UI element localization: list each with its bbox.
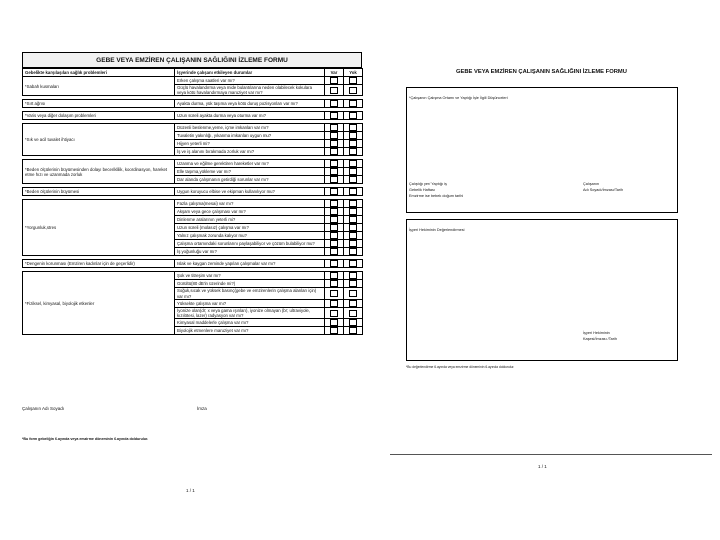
no-checkbox[interactable] <box>349 290 357 297</box>
yes-checkbox-cell <box>325 299 344 307</box>
monitoring-form-table <box>22 68 363 338</box>
problem-cell: *Sırt ağrısı <box>23 100 175 108</box>
yes-checkbox[interactable] <box>330 232 338 239</box>
yes-checkbox-cell <box>325 124 344 132</box>
yes-checkbox-cell <box>325 248 344 256</box>
condition-cell: Çalışma ortamındaki sorunlarını paylaşabiliyor ve çözüm bulabiliyor mu? <box>175 240 325 248</box>
yes-checkbox[interactable] <box>330 260 338 267</box>
condition-cell: Şok ve titreşim var mı? <box>175 272 325 280</box>
yes-checkbox-cell <box>325 288 344 299</box>
condition-cell: Kimyasal maddelerle çalışma var mı? <box>175 319 325 327</box>
yes-checkbox-cell <box>325 319 344 327</box>
no-checkbox-cell <box>344 307 363 318</box>
no-checkbox[interactable] <box>349 148 357 155</box>
table-row <box>23 160 363 168</box>
signature-label: İmza <box>197 406 207 411</box>
table-row <box>23 272 363 280</box>
no-checkbox[interactable] <box>349 319 357 326</box>
yes-checkbox-cell <box>325 208 344 216</box>
yes-checkbox[interactable] <box>330 168 338 175</box>
yes-checkbox[interactable] <box>330 248 338 255</box>
no-checkbox[interactable] <box>349 112 357 119</box>
condition-cell: Düzenli beslenme,yeme, içme imkanları var mı? <box>175 124 325 132</box>
header-yes: Var <box>325 69 344 77</box>
yes-checkbox[interactable] <box>330 112 338 119</box>
table-row <box>23 112 363 120</box>
yes-checkbox-cell <box>325 85 344 96</box>
no-checkbox-cell <box>344 299 363 307</box>
yes-checkbox[interactable] <box>330 280 338 287</box>
yes-checkbox[interactable] <box>330 290 338 297</box>
no-checkbox[interactable] <box>349 77 357 84</box>
table-row <box>23 100 363 108</box>
condition-cell: Erken çalışma saatleri var mı? <box>175 77 325 85</box>
no-checkbox[interactable] <box>349 124 357 131</box>
no-checkbox-cell <box>344 124 363 132</box>
condition-cell: İş yoğunluğu var mı? <box>175 248 325 256</box>
no-checkbox-cell <box>344 160 363 168</box>
no-checkbox-cell <box>344 208 363 216</box>
problem-cell: *Sık ve acil tuvalet ihtiyacı <box>23 124 175 156</box>
condition-cell: Hijyen yeterli mi? <box>175 140 325 148</box>
no-checkbox-cell <box>344 248 363 256</box>
table-row <box>23 77 363 85</box>
right-form-title: GEBE VEYA EMZİREN ÇALIŞANIN SAĞLIĞINI İZLEME FORMU <box>456 69 627 75</box>
table-row <box>23 188 363 196</box>
no-checkbox-cell <box>344 168 363 176</box>
yes-checkbox-cell <box>325 200 344 208</box>
form-title: GEBE VEYA EMZİREN ÇALIŞANIN SAĞLIĞINI İZLEME FORMU <box>22 52 362 68</box>
yes-checkbox[interactable] <box>330 300 338 307</box>
no-checkbox[interactable] <box>349 188 357 195</box>
pregnancy-week-label: Gebelik Haftası <box>409 188 435 192</box>
no-checkbox-cell <box>344 288 363 299</box>
yes-checkbox[interactable] <box>330 240 338 247</box>
yes-checkbox-cell <box>325 260 344 268</box>
condition-cell: Biyolojik etmenlere maruziyet var mı? <box>175 327 325 335</box>
spacer-row <box>23 335 363 339</box>
yes-checkbox-cell <box>325 100 344 108</box>
no-checkbox-cell <box>344 112 363 120</box>
workplace-label: Çalıştığı yer/ Yaptığı iş <box>409 182 447 186</box>
yes-checkbox-cell <box>325 77 344 85</box>
yes-checkbox[interactable] <box>330 327 338 334</box>
table-row <box>23 124 363 132</box>
left-page-number: 1 / 1 <box>186 488 195 493</box>
no-checkbox-cell <box>344 176 363 184</box>
yes-checkbox[interactable] <box>330 160 338 167</box>
no-checkbox[interactable] <box>349 260 357 267</box>
yes-checkbox-cell <box>325 272 344 280</box>
yes-checkbox[interactable] <box>330 216 338 223</box>
yes-checkbox-cell <box>325 148 344 156</box>
no-checkbox[interactable] <box>349 232 357 239</box>
yes-checkbox-cell <box>325 232 344 240</box>
no-checkbox[interactable] <box>349 240 357 247</box>
yes-checkbox[interactable] <box>330 100 338 107</box>
employee-opinion-box <box>406 87 678 213</box>
yes-checkbox[interactable] <box>330 208 338 215</box>
no-checkbox-cell <box>344 148 363 156</box>
condition-cell: Akşam veya gece çalışması var mı? <box>175 208 325 216</box>
condition-cell: Fazla çalışma(mesai) var mı? <box>175 200 325 208</box>
no-checkbox-cell <box>344 224 363 232</box>
employee-signature-label: Adı Soyadı/İmzası/Tarih <box>583 188 624 192</box>
yes-checkbox[interactable] <box>330 272 338 279</box>
no-checkbox-cell <box>344 327 363 335</box>
yes-checkbox[interactable] <box>330 200 338 207</box>
employee-opinion-heading: *Çalışanın Çalışma Ortamı ve Yaptığı İşle İlgili Düşünceleri <box>409 96 508 100</box>
no-checkbox[interactable] <box>349 160 357 167</box>
problem-cell: *Fiziksel, kimyasal, biyolojik etkenler <box>23 272 175 335</box>
no-checkbox-cell <box>344 85 363 96</box>
right-page-number: 1 / 1 <box>538 464 547 469</box>
no-checkbox[interactable] <box>349 87 357 94</box>
condition-cell: Uzun süreli (molasız) çalışma var mı? <box>175 224 325 232</box>
condition-cell: Güçlü havalandırma veya mide bulantılarına neden olabilecek kokulara veya kötü havalandırmaya maruziyet var mı? <box>175 85 325 96</box>
yes-checkbox-cell <box>325 168 344 176</box>
no-checkbox[interactable] <box>349 132 357 139</box>
yes-checkbox-cell <box>325 240 344 248</box>
baby-birthdate-label: Emzirme ise bebek doğum tarihi <box>409 194 464 198</box>
yes-checkbox-cell <box>325 188 344 196</box>
no-checkbox[interactable] <box>349 200 357 207</box>
condition-cell: İş ve iş alanını bırakmada zorluk var mı? <box>175 148 325 156</box>
physician-evaluation-box <box>406 219 678 361</box>
no-checkbox-cell <box>344 240 363 248</box>
yes-checkbox-cell <box>325 327 344 335</box>
no-checkbox[interactable] <box>349 140 357 147</box>
yes-checkbox[interactable] <box>330 124 338 131</box>
yes-checkbox[interactable] <box>330 87 338 94</box>
no-checkbox-cell <box>344 100 363 108</box>
left-footnote: *Bu form gebeliğin 6.ayında veya emzirme döneminin 6.ayında doldurulur. <box>22 437 149 441</box>
no-checkbox[interactable] <box>349 100 357 107</box>
no-checkbox-cell <box>344 188 363 196</box>
yes-checkbox-cell <box>325 216 344 224</box>
no-checkbox[interactable] <box>349 216 357 223</box>
physician-stamp-label: Kaşesi/İmzası /Tarih <box>583 337 617 341</box>
right-form-page <box>378 0 720 540</box>
yes-checkbox-cell <box>325 307 344 318</box>
physician-label: İşyeri Hekiminin <box>583 331 610 335</box>
condition-cell: Yalnız çalışmak zorunda kalıyor mu? <box>175 232 325 240</box>
condition-cell: Uzun süreli ayakta durma veya oturma var mı? <box>175 112 325 120</box>
no-checkbox-cell <box>344 140 363 148</box>
table-row <box>23 260 363 268</box>
problem-cell: *Dengenin korunması (Emziren kadınlar için de geçerlidir) <box>23 260 175 268</box>
yes-checkbox-cell <box>325 224 344 232</box>
no-checkbox[interactable] <box>349 168 357 175</box>
no-checkbox-cell <box>344 232 363 240</box>
problem-cell: *Sabah kusmaları <box>23 77 175 96</box>
yes-checkbox[interactable] <box>330 140 338 147</box>
no-checkbox-cell <box>344 200 363 208</box>
no-checkbox[interactable] <box>349 327 357 334</box>
condition-cell: Soğuk,sıcak ve yüksek basınç(gebe ve emzirenlerin çalışma alanları için) var mı? <box>175 288 325 299</box>
condition-cell: Islak ve kaygan zeminde yapılan çalışmalar var mı? <box>175 260 325 268</box>
no-checkbox[interactable] <box>349 310 357 317</box>
yes-checkbox[interactable] <box>330 188 338 195</box>
condition-cell: Dar alanda çalışmanın getirdiği sorunlar var mı? <box>175 176 325 184</box>
header-no: Yok <box>344 69 363 77</box>
yes-checkbox[interactable] <box>330 310 338 317</box>
condition-cell: Dinlenme aralarının yeterli mi? <box>175 216 325 224</box>
yes-checkbox[interactable] <box>330 224 338 231</box>
yes-checkbox-cell <box>325 132 344 140</box>
condition-cell: Uygun koruyucu elbise ve ekipman kullanılıyor mu? <box>175 188 325 196</box>
yes-checkbox[interactable] <box>330 176 338 183</box>
no-checkbox[interactable] <box>349 224 357 231</box>
page-divider-line <box>390 454 712 455</box>
yes-checkbox[interactable] <box>330 77 338 84</box>
yes-checkbox[interactable] <box>330 148 338 155</box>
problem-cell: *Beden ölçülerinin büyümesinden dolayı beceriklilik, koordinasyon, hareket etme hızı ve uzanmada zorluk <box>23 160 175 184</box>
yes-checkbox-cell <box>325 140 344 148</box>
condition-cell: Elle taşıma,yükleme var mı? <box>175 168 325 176</box>
no-checkbox-cell <box>344 132 363 140</box>
no-checkbox-cell <box>344 272 363 280</box>
table-header-row <box>23 69 363 77</box>
yes-checkbox-cell <box>325 112 344 120</box>
problem-cell: *Yorgunluk,stres <box>23 200 175 256</box>
yes-checkbox[interactable] <box>330 319 338 326</box>
condition-cell: Tuvaletin yakınlığı, yıkanma imkanları uygun mu? <box>175 132 325 140</box>
problem-cell: *Beden ölçülerinin büyümesi <box>23 188 175 196</box>
no-checkbox-cell <box>344 319 363 327</box>
no-checkbox-cell <box>344 77 363 85</box>
yes-checkbox-cell <box>325 160 344 168</box>
no-checkbox-cell <box>344 216 363 224</box>
yes-checkbox[interactable] <box>330 132 338 139</box>
yes-checkbox-cell <box>325 280 344 288</box>
no-checkbox-cell <box>344 280 363 288</box>
no-checkbox-cell <box>344 260 363 268</box>
condition-cell: Uzanma ve eğilme gerektiren hareketler var mı? <box>175 160 325 168</box>
yes-checkbox-cell <box>325 176 344 184</box>
condition-cell: Ayakta durma, yük taşıma veya kötü duruş pozisyonları var mı? <box>175 100 325 108</box>
no-checkbox[interactable] <box>349 272 357 279</box>
no-checkbox[interactable] <box>349 300 357 307</box>
no-checkbox[interactable] <box>349 280 357 287</box>
condition-cell: Yüksekte çalışma var mı? <box>175 299 325 307</box>
employee-label: Çalışanın <box>583 182 600 186</box>
header-condition: İşyerinde çalışanı etkileyen durumlar <box>175 69 325 77</box>
problem-cell: *Varis veya diğer dolaşım problemleri <box>23 112 175 120</box>
no-checkbox[interactable] <box>349 208 357 215</box>
employee-name-label: Çalışanın Adı Soyadı <box>22 406 65 411</box>
no-checkbox[interactable] <box>349 248 357 255</box>
no-checkbox[interactable] <box>349 176 357 183</box>
right-footnote: *Bu değerlendirme 6.ayında veya emzirme döneminin 6.ayında doldurulur. <box>406 365 515 369</box>
condition-cell: İyonize olan(dr; x veya gama ışınları), iyonize olmayan (br; ultraviyole, kızılötesi, lazer) radyasyon var mı? <box>175 307 325 318</box>
form-body <box>23 77 363 339</box>
table-row <box>23 200 363 208</box>
condition-cell: Gürültü(80 dB'in üzerinde mi?) <box>175 280 325 288</box>
header-problem: Gebelikte karşılaşılan sağlık problemleri <box>23 69 175 77</box>
physician-evaluation-heading: İşyeri Hekiminin Değerlendirmesi <box>409 228 465 232</box>
